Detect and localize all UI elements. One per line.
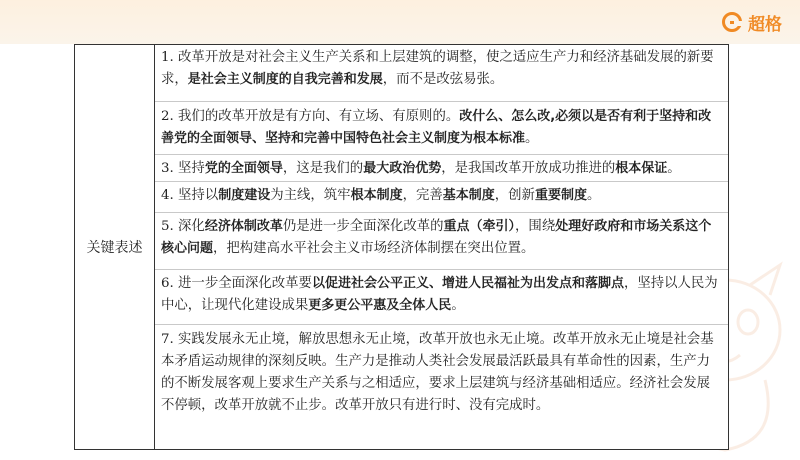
statement-emphasis: 重要制度	[534, 188, 587, 203]
brand-name: 超格	[748, 14, 782, 35]
statement-text: ，这是我们的	[282, 161, 364, 176]
statement-emphasis: 制度建设	[218, 188, 271, 203]
statement-text: ，是我国改革开放成功推进的	[441, 161, 616, 176]
statement-text: 。	[451, 298, 465, 313]
statement-text: 5. 深化	[161, 219, 205, 234]
statement-text: ，坚持以人民为中心，让现代化建设成果	[161, 276, 718, 313]
statement-emphasis: 以促进社会公平正义、增进人民福祉为出发点和落脚点	[311, 276, 624, 291]
statement-text: 为主线，筑牢	[270, 188, 351, 203]
brand-logo-icon	[722, 12, 742, 32]
statement-emphasis: 党的全面领导	[204, 161, 283, 176]
statement-text: 2. 我们的改革开放是有方向、有立场、有原则的。	[161, 109, 460, 124]
statement-emphasis: 最大政治优势	[363, 161, 442, 176]
row-header-cell	[75, 45, 155, 449]
statement-emphasis: 根本制度	[350, 188, 403, 203]
statement-item	[155, 155, 728, 182]
statement-text: ，把构建高水平社会主义市场经济体制摆在突出位置。	[213, 241, 535, 256]
statement-text: 仍是进一步全面深化改革的	[282, 219, 444, 234]
statement-item	[155, 270, 728, 325]
statement-text: 。	[667, 161, 681, 176]
statement-emphasis: 是社会主义制度的自我完善和发展	[187, 72, 383, 87]
statement-item	[155, 45, 728, 102]
statement-text: ，创新	[494, 188, 535, 203]
statement-emphasis: 重点（牵引）	[443, 219, 516, 234]
statement-text: 7. 实践发展永无止境，解放思想永无止境，改革开放也永无止境。改革开放永无止境是社会基本矛盾运动规律的深刻反映。生产力是推动人类社会发展最活跃最具有革命性的因素，生产力的不断发展客观上要求生产关系与之相适应，要求上层建筑与经济基础相适应。经济社会发展不停顿，改革开放就不止步。改革开放只有进行时、没有完成时。	[161, 332, 714, 413]
brand-logo	[722, 10, 782, 34]
statement-item	[155, 102, 728, 155]
top-banner	[0, 0, 800, 44]
statements-cell	[155, 45, 728, 449]
statement-text: 。	[586, 188, 601, 203]
statement-emphasis: 更多更公平惠及全体人民	[308, 298, 452, 313]
statement-item	[155, 325, 728, 451]
statement-item	[155, 213, 728, 270]
statement-text: ，完善	[402, 188, 443, 203]
statement-emphasis: 改什么、怎么改,必须以是否有利于坚持和改善党的全面领导、坚持和完善中国特色社会主义制度为根本标准	[161, 109, 712, 146]
statement-emphasis: 基本制度	[442, 188, 495, 203]
key-statements-table	[74, 44, 729, 450]
statement-emphasis: 经济体制改革	[204, 219, 283, 234]
statement-text: 6. 进一步全面深化改革要	[161, 276, 312, 291]
statement-text: 3. 坚持	[161, 161, 205, 176]
statement-item	[155, 182, 728, 213]
statement-emphasis: 根本保证	[615, 161, 668, 176]
statement-text: 4. 坚持以	[161, 188, 219, 203]
statement-text: ，围绕	[515, 219, 556, 234]
statement-emphasis: 处理好政府和市场关系这个核心问题	[161, 219, 712, 256]
statement-text: 1. 改革开放是对社会主义生产关系和上层建筑的调整，使之适应生产力和经济基础发展的新要求，	[161, 50, 714, 87]
statement-text: 。	[525, 131, 539, 146]
statement-text: ，而不是改弦易张。	[382, 72, 504, 87]
row-header-label: 关键表述	[86, 240, 143, 256]
